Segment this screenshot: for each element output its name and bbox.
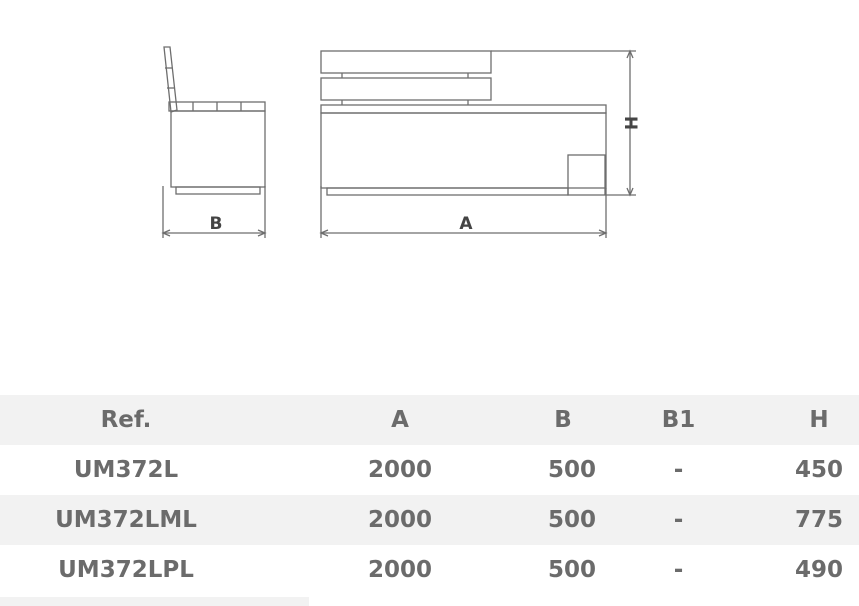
header-b1: B1 — [661, 407, 696, 433]
side-body — [171, 111, 265, 187]
cell-b1: - — [673, 557, 684, 583]
cell-a: 2000 — [367, 457, 432, 483]
front-seat — [321, 105, 606, 113]
header-b: B — [554, 407, 572, 433]
table-header-row — [0, 395, 859, 445]
cell-b: 500 — [548, 457, 597, 483]
cell-h: 775 — [794, 507, 843, 533]
dimension-label-a: A — [459, 214, 473, 234]
dimensions-table — [0, 395, 859, 595]
side-view — [163, 47, 265, 238]
header-h: H — [809, 407, 829, 433]
dimension-label-b: B — [209, 214, 223, 234]
cell-b1: - — [673, 457, 684, 483]
front-base — [327, 188, 568, 195]
cell-b: 500 — [548, 507, 597, 533]
drawing-canvas — [0, 0, 859, 300]
cell-b: 500 — [548, 557, 597, 583]
front-body — [321, 113, 606, 188]
cell-b1: - — [673, 507, 684, 533]
cell-a: 2000 — [367, 507, 432, 533]
cell-h: 490 — [794, 557, 843, 583]
table-row-stripe — [0, 597, 309, 606]
front-side-panel — [568, 155, 605, 195]
cell-ref: UM372LML — [55, 507, 197, 533]
table-row — [0, 545, 859, 595]
bench-technical-drawing — [0, 0, 859, 300]
cell-h: 450 — [794, 457, 843, 483]
header-a: A — [391, 407, 409, 433]
cell-ref: UM372LPL — [58, 557, 194, 583]
front-backrest-bottom — [321, 78, 491, 100]
side-base — [176, 187, 260, 194]
cell-a: 2000 — [367, 557, 432, 583]
table-row — [0, 495, 859, 545]
header-ref: Ref. — [100, 407, 152, 433]
front-backrest-top — [321, 51, 491, 73]
cell-ref: UM372L — [73, 457, 179, 483]
front-view — [321, 51, 636, 238]
table-row — [0, 445, 859, 495]
dimension-label-h: H — [620, 115, 640, 131]
